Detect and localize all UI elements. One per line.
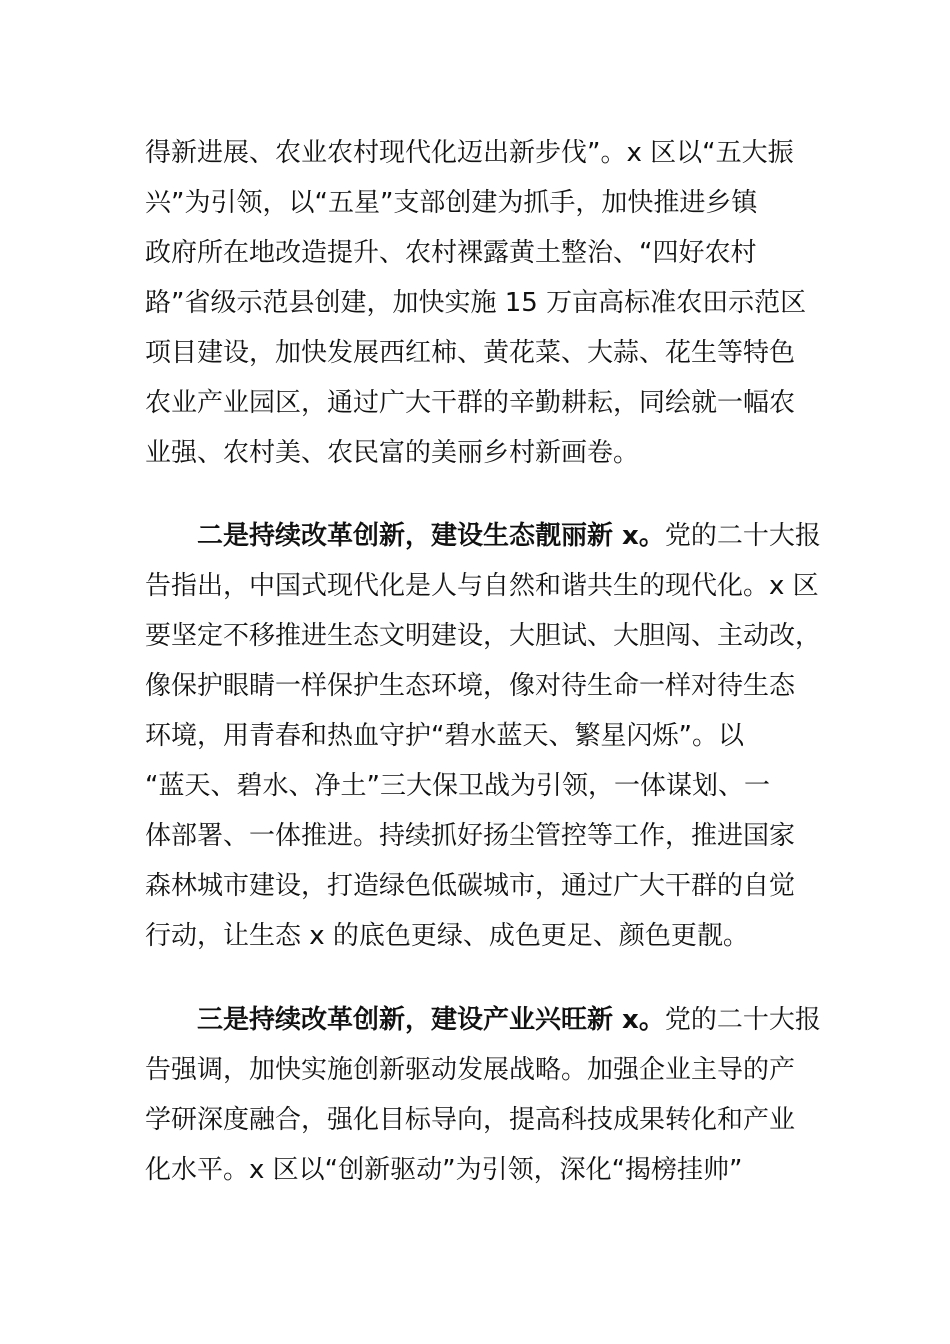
- paragraph-line: “蓝天、碧水、净土”三大保卫战为引领，一体谋划、一: [145, 771, 770, 801]
- first-line-text: 党的二十大报: [664, 521, 821, 551]
- paragraph-line: 得新进展、农业农村现代化迈出新步伐”。x 区以“五大振: [145, 138, 794, 168]
- paragraph-line: 学研深度融合，强化目标导向，提高科技成果转化和产业: [145, 1105, 796, 1135]
- paragraph-line: 环境，用青春和热血守护“碧水蓝天、繁星闪烁”。以: [145, 721, 744, 751]
- paragraph-line: 农业产业园区，通过广大干群的辛勤耕耘，同绘就一幅农: [145, 388, 796, 418]
- paragraph-2: [145, 511, 822, 961]
- paragraph-line: 路”省级示范县创建，加快实施 15 万亩高标准农田示范区: [145, 288, 807, 318]
- paragraph-line: 化水平。x 区以“创新驱动”为引领，深化“揭榜挂帅”: [145, 1155, 743, 1185]
- paragraph-first-line: [145, 995, 821, 1045]
- paragraph-first-line: [145, 511, 821, 561]
- paragraph-3: [145, 995, 821, 1195]
- paragraph-line: 体部署、一体推进。持续抓好扬尘管控等工作，推进国家: [145, 821, 796, 851]
- paragraph-line: 像保护眼睛一样保护生态环境，像对待生命一样对待生态: [145, 671, 796, 701]
- paragraph-line: 森林城市建设，打造绿色低碳城市，通过广大干群的自觉: [145, 871, 796, 901]
- paragraph-line: 政府所在地改造提升、农村裸露黄土整治、“四好农村: [145, 238, 757, 268]
- paragraph-line: 项目建设，加快发展西红柿、黄花菜、大蒜、花生等特色: [145, 338, 796, 368]
- first-line-text: 党的二十大报: [664, 1005, 821, 1035]
- paragraph-line: 业强、农村美、农民富的美丽乡村新画卷。: [145, 438, 640, 468]
- paragraph-line: 行动，让生态 x 的底色更绿、成色更足、颜色更靓。: [145, 921, 749, 951]
- paragraph-1: [145, 128, 815, 478]
- section-heading: 二是持续改革创新，建设生态靓丽新 x。: [197, 521, 665, 551]
- paragraph-line: 要坚定不移推进生态文明建设，大胆试、大胆闯、主动改，: [145, 621, 822, 651]
- paragraph-line: 告指出，中国式现代化是人与自然和谐共生的现代化。x 区: [145, 571, 819, 601]
- paragraph-line: 兴”为引领，以“五星”支部创建为抓手，加快推进乡镇: [145, 188, 758, 218]
- paragraph-line: 告强调，加快实施创新驱动发展战略。加强企业主导的产: [145, 1055, 796, 1085]
- section-heading: 三是持续改革创新，建设产业兴旺新 x。: [197, 1005, 665, 1035]
